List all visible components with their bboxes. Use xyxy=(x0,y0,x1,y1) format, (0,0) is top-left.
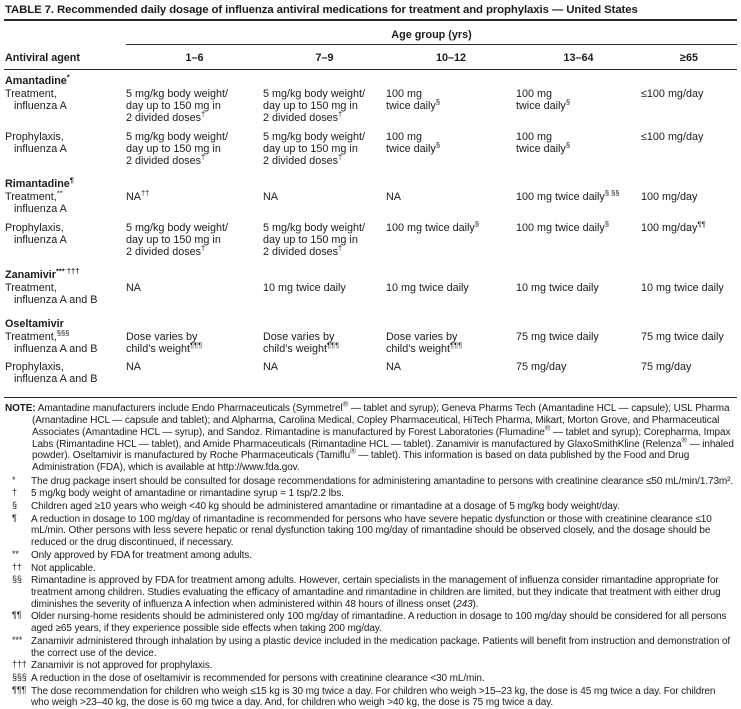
footnote-text: Rimantadine is approved by FDA for treatment among adults. However, certain specialists in the management of influenza consider rimantadine appropriate for treatment among children. Studies evaluating the efficacy of amantadine and rimantadine in children are limited, but they indicate that treatment with either drug diminishes the severity of influenza A infection when administered within 48 hours of illness onset (243). xyxy=(31,575,721,610)
dose-cell: NA xyxy=(386,361,401,374)
dose-cell: NA xyxy=(126,361,141,374)
row-label: Treatment, influenza A and B xyxy=(5,282,98,307)
footnote-text: The dose recommendation for children who weigh ≤15 kg is 30 mg twice a day. For children who weigh >15–23 kg, the dose is 45 mg twice a day. For children who weigh >23–40 kg, the dose is 60 mg twice a day. And, for children who weigh >40 kg, the dose is 75 mg twice a day. xyxy=(31,685,716,709)
col-header-13-64: 13–64 xyxy=(563,52,594,64)
dose-cell: 100 mg twice daily§ §§ xyxy=(516,188,620,204)
col-header-7-9: 7–9 xyxy=(315,52,334,64)
dose-cell: NA xyxy=(126,282,141,295)
footnote-text: The drug package insert should be consulted for dosage recommendations for administering amantadine to persons with creatinine clearance ≤50 mL/min/1.73m². xyxy=(31,475,734,487)
footnote-marker: ¶¶¶ xyxy=(12,684,27,695)
dose-cell: 100 mg twice daily§ xyxy=(386,88,440,113)
footnote-marker: †† xyxy=(12,561,22,572)
dose-cell: Dose varies by child’s weight¶¶¶ xyxy=(126,330,203,355)
footnote xyxy=(5,575,736,610)
dose-cell: 10 mg twice daily xyxy=(386,282,469,295)
footnote-marker: ¶¶ xyxy=(12,610,22,621)
drug-heading: Oseltamivir xyxy=(5,317,64,330)
dose-cell: 10 mg twice daily xyxy=(263,282,346,295)
note-paragraph xyxy=(5,400,736,473)
footnote-marker: ††† xyxy=(12,659,27,670)
row-header-label: Antiviral agent xyxy=(5,52,80,64)
footnote-list xyxy=(5,476,736,709)
footnote xyxy=(5,476,736,488)
footnote-text: Zanamivir administered through inhalation by using a plastic device included in the medication package. Patients will benefit from instruction and demonstration of the correct use of the device. xyxy=(31,635,731,659)
note-label: NOTE: xyxy=(5,403,36,415)
dose-cell: NA xyxy=(263,191,278,204)
dose-cell: 5 mg/kg body weight/ day up to 150 mg in 2 divided doses† xyxy=(263,88,366,125)
col-header-1-6: 1–6 xyxy=(185,52,204,64)
table-row xyxy=(4,282,737,306)
dose-cell: 100 mg twice daily§ xyxy=(516,130,570,155)
footnote xyxy=(5,550,736,562)
footnote-marker: *** xyxy=(12,634,23,645)
footnote-text: Not applicable. xyxy=(31,562,96,574)
footnote xyxy=(5,686,736,709)
footnote xyxy=(5,563,736,575)
footnote-marker: § xyxy=(12,500,17,511)
table-title: TABLE 7. Recommended daily dosage of influenza antiviral medications for treatment and prophylaxis — United States xyxy=(4,0,737,21)
footnote-marker: † xyxy=(12,487,17,498)
footnote-text: 5 mg/kg body weight of amantadine or rimantadine syrup = 1 tsp/2.2 lbs. xyxy=(31,488,344,500)
footnote-text: Zanamivir is not approved for prophylaxis. xyxy=(31,660,213,672)
note-text: Amantadine manufacturers include Endo Pharmaceuticals (Symmetrel® — tablet and syrup); Geneva Pharms Tech (Amantadine HCL — capsule); USL Pharma (Amantadine HCL — capsule and tablet); and Alpharma, Carolina Medical, Copley Pharmaceutical, HiTech Pharma, Mikart, Morton Grove, and Pharmaceutical Associates (Amantadine HCL — syrup), and Sandoz. Rimantadine is manufactured by Forest Laboratories (Flumadine® — tablet and syrup); Corepharma, Impax Labs (Rimantadine HCL — tablet), and Amide Pharmaceuticals (Rimantadine HCL — tablet). Zanamivir is manufactured by GlaxoSmithKline (Relenza® — inhaled powder). Oseltamivir is manufactured by Roche Pharmaceuticals (Tamiflu® — tablet). This information is based on data published by the Food and Drug Administration (FDA), which is available at http://www.fda.gov. xyxy=(32,400,734,473)
dose-cell: 100 mg twice daily§ xyxy=(386,219,479,234)
col-header-65plus: ≥65 xyxy=(680,52,698,64)
row-label: Prophylaxis, influenza A xyxy=(5,221,67,246)
dose-cell: 100 mg/day xyxy=(641,191,698,204)
row-label: Treatment,** influenza A xyxy=(5,188,67,216)
footnotes-section xyxy=(4,398,737,709)
table-row xyxy=(4,219,737,259)
dose-cell: Dose varies by child’s weight¶¶¶ xyxy=(386,330,463,355)
footnote-text: A reduction in the dose of oseltamivir is recommended for persons with creatinine clearance <30 mL/min. xyxy=(31,672,485,684)
dose-cell: ≤100 mg/day xyxy=(641,88,704,100)
dose-cell: 100 mg twice daily§ xyxy=(516,88,570,113)
dose-cell: 5 mg/kg body weight/ day up to 150 mg in 2 divided doses† xyxy=(126,130,229,168)
footnote-marker: ¶ xyxy=(12,512,17,523)
dose-cell: ≤100 mg/day xyxy=(641,130,704,143)
row-label: Treatment,§§§ influenza A and B xyxy=(5,328,98,355)
dose-cell: 5 mg/kg body weight/ day up to 150 mg in 2 divided doses† xyxy=(263,221,366,259)
dose-cell: 5 mg/kg body weight/ day up to 150 mg in 2 divided doses† xyxy=(126,88,229,125)
row-label: Prophylaxis, influenza A xyxy=(5,130,67,155)
dose-cell: 100 mg/day¶¶ xyxy=(641,219,706,234)
dose-cell: 10 mg twice daily xyxy=(641,282,724,295)
footnote-marker: §§ xyxy=(12,574,22,585)
footnote xyxy=(5,488,736,500)
footnote-marker: * xyxy=(12,474,16,485)
col-header-10-12: 10–12 xyxy=(435,52,467,64)
footnote xyxy=(5,514,736,549)
dose-cell: 100 mg twice daily§ xyxy=(386,130,440,155)
table-row xyxy=(4,361,737,385)
row-label: Prophylaxis, influenza A and B xyxy=(5,361,98,386)
footnote-text: Only approved by FDA for treatment among adults. xyxy=(31,549,252,561)
dose-cell: NA xyxy=(263,361,278,374)
drug-heading: Amantadine* xyxy=(5,72,70,87)
table-row xyxy=(4,88,737,125)
footnote xyxy=(5,660,736,672)
footnote-text: Older nursing-home residents should be administered only 100 mg/day of rimantadine. A reduction in dosage to 100 mg/day should be considered for all persons aged ≥65 years, if they experience possible side effects when taking 200 mg/day. xyxy=(31,611,727,635)
dose-cell: 5 mg/kg body weight/ day up to 150 mg in 2 divided doses† xyxy=(126,221,229,259)
dose-cell: 75 mg/day xyxy=(516,361,567,374)
footnote-text: Children aged ≥10 years who weigh <40 kg should be administered amantadine or rimantadine at a dosage of 5 mg/kg body weight/day. xyxy=(31,501,620,513)
footnote-marker: §§§ xyxy=(12,671,27,682)
table-row xyxy=(4,328,737,355)
table-row xyxy=(4,188,737,216)
dose-cell: 75 mg twice daily xyxy=(641,330,724,343)
column-header-row xyxy=(4,45,737,70)
footnote-marker: ** xyxy=(12,548,19,559)
footnote-text: A reduction in dosage to 100 mg/day of rimantadine is recommended for persons who have severe hepatic dysfunction or those with creatinine clearance ≤10 mL/min. Other persons with less severe hepatic or renal dysfunction taking 100 mg/day of rimantadine should be observed closely, and the dosage should be reduced or the drug discontinued, if necessary. xyxy=(31,513,712,549)
table-row xyxy=(4,131,737,168)
dose-cell: 75 mg twice daily xyxy=(516,330,599,343)
dose-cell: 75 mg/day xyxy=(641,361,692,374)
dose-cell: 10 mg twice daily xyxy=(516,282,599,295)
age-group-header xyxy=(126,21,737,45)
dose-cell: 100 mg twice daily§ xyxy=(516,219,609,234)
drug-heading: Zanamivir*** ††† xyxy=(5,266,80,282)
footnote xyxy=(5,501,736,513)
footnote xyxy=(5,636,736,659)
dosage-table xyxy=(4,21,737,398)
dose-cell: NA xyxy=(386,191,401,204)
footnote xyxy=(5,673,736,685)
drug-heading: Rimantadine¶ xyxy=(5,175,74,191)
age-group-label: Age group (yrs) xyxy=(391,29,472,41)
table-body xyxy=(4,70,737,398)
dose-cell: NA†† xyxy=(126,188,150,204)
dose-cell: 5 mg/kg body weight/ day up to 150 mg in 2 divided doses† xyxy=(263,130,366,168)
dose-cell: Dose varies by child’s weight¶¶¶ xyxy=(263,330,340,355)
footnote xyxy=(5,611,736,634)
row-label: Treatment, influenza A xyxy=(5,88,67,113)
